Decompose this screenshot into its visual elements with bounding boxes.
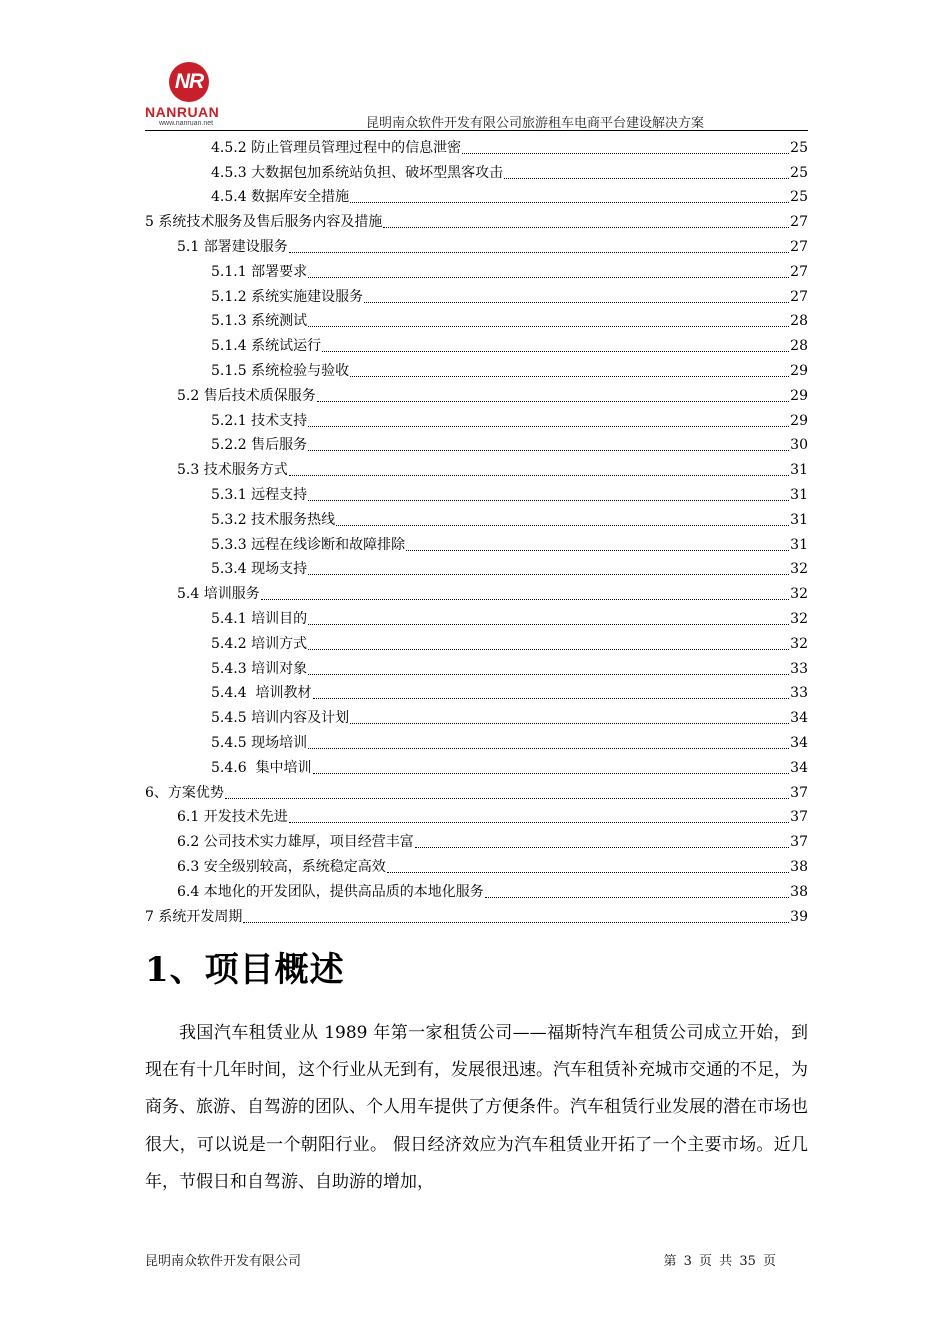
toc-entry-page: 30 xyxy=(790,437,808,454)
toc-entry[interactable] xyxy=(145,257,808,282)
toc-entry-title: 5.3.2 技术服务热线 xyxy=(211,511,336,528)
toc-dot-leader xyxy=(485,897,789,898)
toc-entry-title: 5.1.3 系统测试 xyxy=(211,313,308,330)
toc-entry-title: 5.4.5 现场培训 xyxy=(211,734,308,751)
toc-entry-page: 33 xyxy=(790,685,808,702)
toc-entry[interactable] xyxy=(145,654,808,679)
toc-entry-title: 4.5.2 防止管理员管理过程中的信息泄密 xyxy=(211,139,462,156)
toc-entry[interactable] xyxy=(145,852,808,877)
toc-entry-page: 34 xyxy=(790,759,808,776)
section-heading: 1、项目概述 xyxy=(145,950,345,990)
toc-entry[interactable] xyxy=(145,158,808,183)
toc-entry-page: 34 xyxy=(790,710,808,727)
toc-entry-title: 6.4 本地化的开发团队，提供高品质的本地化服务 xyxy=(177,883,484,900)
page-header xyxy=(145,62,808,132)
toc-entry-title: 5.1 部署建设服务 xyxy=(177,238,288,255)
header-title: 昆明南众软件开发有限公司旅游租车电商平台建设解决方案 xyxy=(365,116,704,131)
toc-entry-page: 31 xyxy=(790,486,808,503)
toc-entry[interactable] xyxy=(145,505,808,530)
toc-entry[interactable] xyxy=(145,753,808,778)
toc-entry-title: 5.4.1 培训目的 xyxy=(211,610,308,627)
toc-entry[interactable] xyxy=(145,530,808,555)
toc-entry[interactable] xyxy=(145,480,808,505)
toc-entry[interactable] xyxy=(145,431,808,456)
toc-entry-page: 29 xyxy=(790,412,808,429)
toc-entry-title: 5.1.5 系统检验与验收 xyxy=(211,362,350,379)
toc-entry-page: 25 xyxy=(790,139,808,156)
company-logo xyxy=(145,62,245,130)
toc-entry-title: 5.4 培训服务 xyxy=(177,586,260,603)
toc-entry-page: 39 xyxy=(790,908,808,925)
toc-entry-title: 4.5.4 数据库安全措施 xyxy=(211,189,350,206)
toc-entry-page: 34 xyxy=(790,734,808,751)
toc-dot-leader xyxy=(308,748,789,749)
logo-mark-icon: NR xyxy=(169,62,209,102)
toc-dot-leader xyxy=(313,773,790,774)
toc-dot-leader xyxy=(289,252,789,253)
toc-entry[interactable] xyxy=(145,877,808,902)
toc-dot-leader xyxy=(308,624,789,625)
toc-entry[interactable] xyxy=(145,331,808,356)
toc-entry-page: 32 xyxy=(790,610,808,627)
toc-entry-page: 29 xyxy=(790,387,808,404)
toc-dot-leader xyxy=(387,872,789,873)
toc-entry[interactable] xyxy=(145,133,808,158)
toc-entry[interactable] xyxy=(145,307,808,332)
toc-dot-leader xyxy=(261,599,789,600)
toc-dot-leader xyxy=(308,574,789,575)
toc-dot-leader xyxy=(317,401,789,402)
table-of-contents xyxy=(145,133,808,927)
toc-entry-title: 5.4.3 培训对象 xyxy=(211,660,308,677)
toc-dot-leader xyxy=(308,326,789,327)
toc-entry[interactable] xyxy=(145,703,808,728)
toc-entry-page: 31 xyxy=(790,536,808,553)
toc-dot-leader xyxy=(504,178,789,179)
toc-dot-leader xyxy=(308,649,789,650)
toc-dot-leader xyxy=(364,302,789,303)
toc-dot-leader xyxy=(383,227,789,228)
toc-entry-title: 5 系统技术服务及售后服务内容及措施 xyxy=(145,214,383,231)
toc-entry[interactable] xyxy=(145,555,808,580)
toc-entry-page: 31 xyxy=(790,511,808,528)
toc-entry[interactable] xyxy=(145,827,808,852)
toc-entry-title: 5.4.4 培训教材 xyxy=(211,685,312,702)
toc-entry-page: 29 xyxy=(790,362,808,379)
toc-entry[interactable] xyxy=(145,282,808,307)
toc-entry[interactable] xyxy=(145,579,808,604)
toc-entry[interactable] xyxy=(145,406,808,431)
body-paragraph: 我国汽车租赁业从 1989 年第一家租赁公司——福斯特汽车租赁公司成立开始，到现在有十几年时间，这个行业从无到有，发展很迅速。汽车租赁补充城市交通的不足，为商务、旅游、自驾游的团队、个人用车提供了方便条件。汽车租赁行业发展的潜在市场也很大，可以说是一个朝阳行业。 假日经济效应为汽车租赁业开拓了一个主要市场。近几年，节假日和自驾游、自助游的增加， xyxy=(145,1023,808,1192)
toc-entry-page: 32 xyxy=(790,586,808,603)
toc-entry-page: 27 xyxy=(790,214,808,231)
toc-entry-title: 5.1.2 系统实施建设服务 xyxy=(211,288,364,305)
toc-entry[interactable] xyxy=(145,232,808,257)
toc-dot-leader xyxy=(336,525,789,526)
toc-entry[interactable] xyxy=(145,381,808,406)
toc-entry-page: 38 xyxy=(790,883,808,900)
toc-entry-title: 5.1.1 部署要求 xyxy=(211,263,308,280)
toc-dot-leader xyxy=(462,153,789,154)
toc-entry-title: 5.4.2 培训方式 xyxy=(211,635,308,652)
toc-entry-title: 5.2 售后技术质保服务 xyxy=(177,387,316,404)
toc-dot-leader xyxy=(350,376,789,377)
toc-entry-title: 5.3.3 远程在线诊断和故障排除 xyxy=(211,536,406,553)
toc-dot-leader xyxy=(225,798,789,799)
toc-entry-page: 28 xyxy=(790,338,808,355)
toc-entry-page: 25 xyxy=(790,164,808,181)
toc-entry-title: 5.4.6 集中培训 xyxy=(211,759,312,776)
footer-company: 昆明南众软件开发有限公司 xyxy=(145,1254,302,1269)
toc-dot-leader xyxy=(289,475,789,476)
header-divider xyxy=(145,130,808,131)
toc-entry-page: 38 xyxy=(790,858,808,875)
toc-entry-page: 27 xyxy=(790,263,808,280)
toc-entry-title: 5.2.2 售后服务 xyxy=(211,437,308,454)
toc-entry-page: 25 xyxy=(790,189,808,206)
toc-entry[interactable] xyxy=(145,679,808,704)
toc-entry-title: 5.3 技术服务方式 xyxy=(177,462,288,479)
toc-entry-page: 27 xyxy=(790,238,808,255)
toc-entry-page: 31 xyxy=(790,462,808,479)
toc-dot-leader xyxy=(350,202,789,203)
toc-entry-title: 5.3.4 现场支持 xyxy=(211,561,308,578)
toc-entry-page: 32 xyxy=(790,561,808,578)
toc-entry[interactable] xyxy=(145,604,808,629)
toc-entry-title: 6、方案优势 xyxy=(145,784,224,801)
toc-entry[interactable] xyxy=(145,455,808,480)
toc-entry-page: 28 xyxy=(790,313,808,330)
toc-entry-title: 6.1 开发技术先进 xyxy=(177,809,288,826)
toc-entry-page: 33 xyxy=(790,660,808,677)
toc-dot-leader xyxy=(313,698,790,699)
toc-dot-leader xyxy=(289,822,789,823)
toc-entry-page: 32 xyxy=(790,635,808,652)
toc-dot-leader xyxy=(322,351,789,352)
toc-dot-leader xyxy=(406,550,789,551)
toc-dot-leader xyxy=(243,922,789,923)
toc-entry[interactable] xyxy=(145,803,808,828)
toc-entry-title: 7 系统开发周期 xyxy=(145,908,243,925)
toc-entry[interactable] xyxy=(145,902,808,927)
toc-entry-title: 4.5.3 大数据包加系统站负担、破坏型黑客攻击 xyxy=(211,164,504,181)
toc-entry-page: 27 xyxy=(790,288,808,305)
toc-entry-page: 37 xyxy=(790,784,808,801)
toc-entry-page: 37 xyxy=(790,834,808,851)
toc-entry[interactable] xyxy=(145,356,808,381)
logo-name: NANRUAN xyxy=(145,104,220,120)
toc-entry[interactable] xyxy=(145,183,808,208)
toc-entry-title: 6.2 公司技术实力雄厚，项目经营丰富 xyxy=(177,834,414,851)
toc-dot-leader xyxy=(308,277,789,278)
toc-entry-title: 5.1.4 系统试运行 xyxy=(211,338,322,355)
toc-dot-leader xyxy=(308,500,789,501)
footer-page-number: 第 3 页 共 35 页 xyxy=(663,1254,776,1269)
toc-entry[interactable] xyxy=(145,207,808,232)
logo-url: www.nanruan.net xyxy=(159,120,214,127)
toc-entry-title: 5.4.5 培训内容及计划 xyxy=(211,710,350,727)
toc-dot-leader xyxy=(308,674,789,675)
toc-entry[interactable] xyxy=(145,778,808,803)
toc-entry-title: 5.2.1 技术支持 xyxy=(211,412,308,429)
toc-dot-leader xyxy=(308,450,789,451)
toc-entry[interactable] xyxy=(145,629,808,654)
toc-entry[interactable] xyxy=(145,728,808,753)
toc-entry-title: 6.3 安全级别较高，系统稳定高效 xyxy=(177,858,386,875)
toc-dot-leader xyxy=(415,847,789,848)
toc-entry-title: 5.3.1 远程支持 xyxy=(211,486,308,503)
toc-dot-leader xyxy=(350,723,789,724)
toc-dot-leader xyxy=(308,426,789,427)
toc-entry-page: 37 xyxy=(790,809,808,826)
